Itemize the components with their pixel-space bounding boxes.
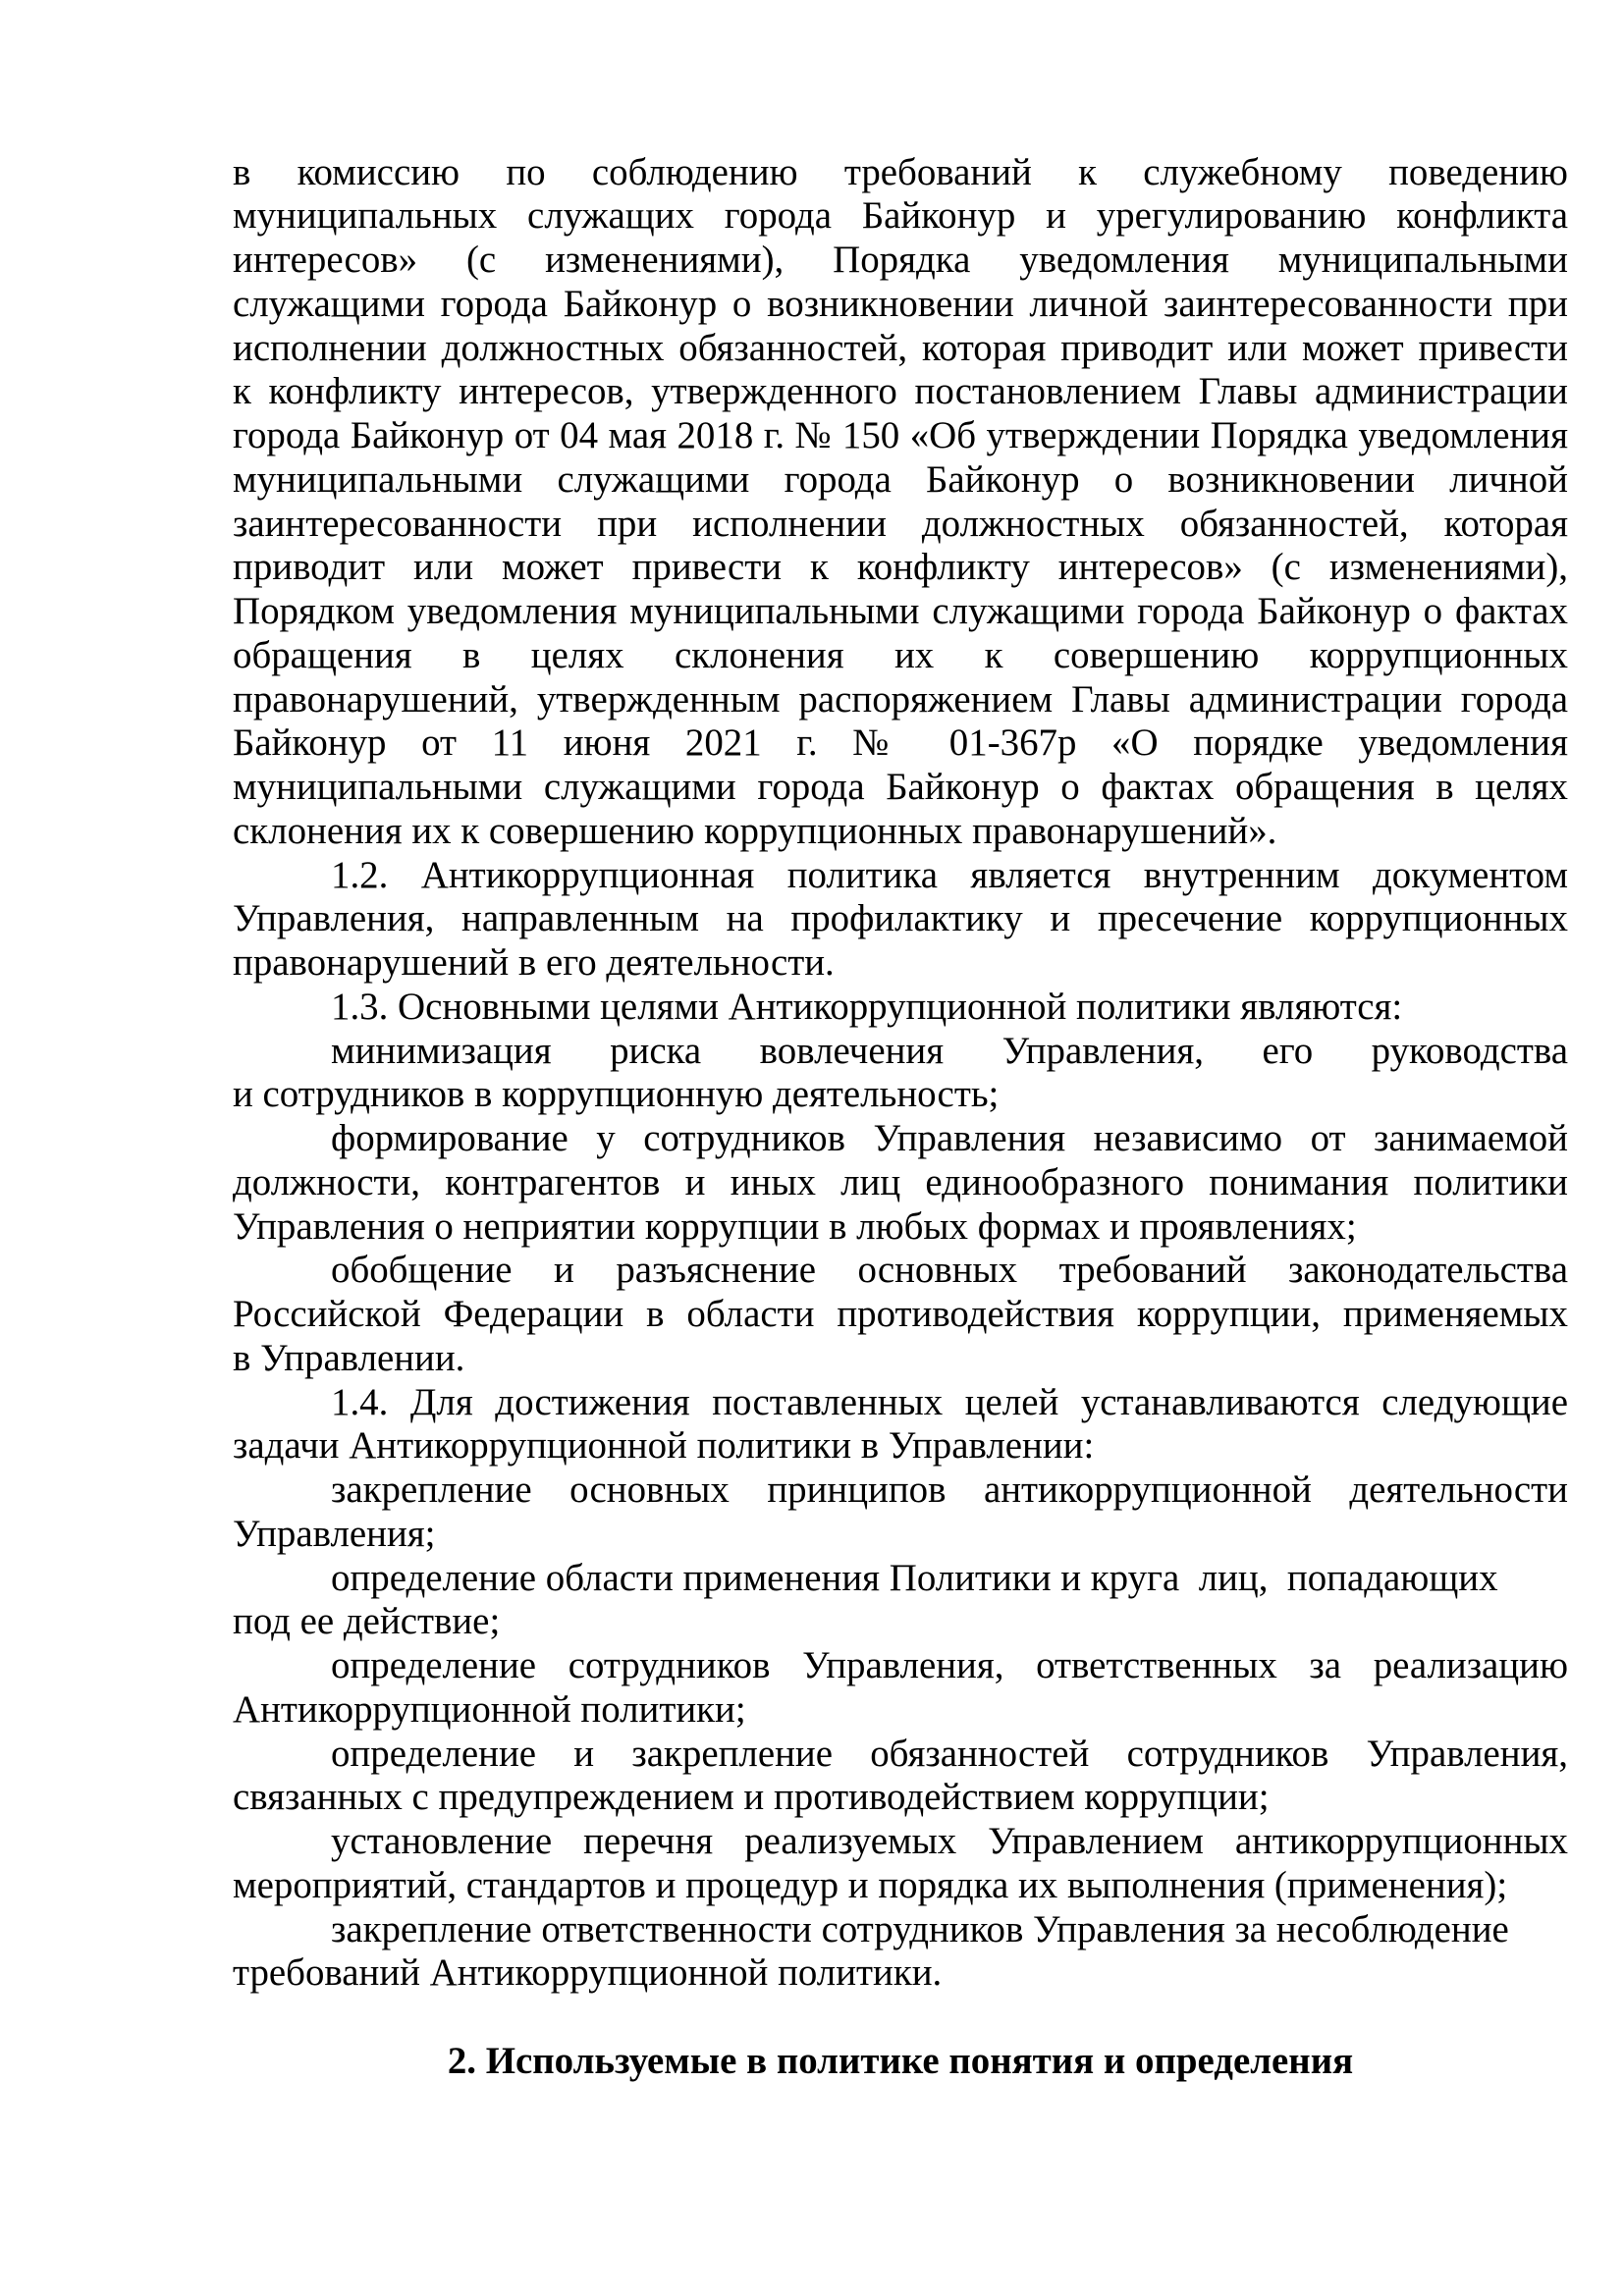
text-line: Управления о неприятии коррупции в любых формах и проявлениях; [233,1204,1357,1248]
text-line: Порядком уведомления муниципальными служащими города Байконур о фактах [233,590,1568,632]
text-line: муниципальными служащими города Байконур о возникновении личной [233,457,1568,501]
text-line: заинтересованности при исполнении должностных обязанностей, которая [233,502,1568,545]
text-line: и сотрудников в коррупционную деятельность; [233,1073,1000,1116]
list-item: закрепление основных принципов антикоррупционной деятельности [331,1468,1568,1511]
list-item: определение области применения Политики и круга лиц, попадающих [331,1556,1498,1599]
text-line: задачи Антикоррупционной политики в Управлении: [233,1424,1095,1468]
text-line: Антикоррупционной политики; [233,1687,746,1731]
text-line: связанных с предупреждением и противодействием коррупции; [233,1776,1270,1819]
text-line: приводит или может привести к конфликту интересов» (с изменениями), [233,546,1568,589]
text-line: под ее действие; [233,1600,501,1643]
text-line: к конфликту интересов, утвержденного постановлением Главы администрации [233,370,1568,413]
paragraph-1-4: 1.4. Для достижения поставленных целей устанавливаются следующие [331,1380,1568,1423]
text-line: Управления, направленным на профилактику и пресечение коррупционных [233,897,1568,940]
list-item: закрепление ответственности сотрудников Управления за несоблюдение [331,1907,1509,1950]
text-line: должности, контрагентов и иных лиц единообразного понимания политики [233,1160,1568,1203]
text-line: мероприятий, стандартов и процедур и порядка их выполнения (применения); [233,1863,1508,1906]
section-heading: 2. Используемые в политике понятия и определения [447,2039,1354,2082]
list-item: определение сотрудников Управления, ответственных за реализацию [331,1644,1568,1686]
text-line: интересов» (с изменениями), Порядка уведомления муниципальными [233,239,1568,281]
text-line: Байконур от 11 июня 2021 г. № 01-367р «О порядке уведомления [233,721,1568,765]
body-text [233,151,1568,1997]
list-item: определение и закрепление обязанностей сотрудников Управления, [331,1732,1568,1775]
text-line: обращения в целях склонения их к совершению коррупционных [233,633,1568,676]
list-item: минимизация риска вовлечения Управления, его руководства [331,1029,1568,1072]
text-line: в комиссию по соблюдению требований к служебному поведению [233,150,1568,193]
paragraph-1-2: 1.2. Антикоррупционная политика является внутренним документом [331,853,1568,896]
text-line: Российской Федерации в области противодействия коррупции, применяемых [233,1293,1568,1335]
text-line: склонения их к совершению коррупционных правонарушений». [233,809,1277,852]
list-item: установление перечня реализуемых Управлением антикоррупционных [331,1820,1568,1862]
text-line: Управления; [233,1512,436,1555]
text-line: муниципальных служащих города Байконур и урегулированию конфликта [233,194,1568,238]
text-line: требований Антикоррупционной политики. [233,1951,943,1995]
list-item: формирование у сотрудников Управления независимо от занимаемой [331,1117,1568,1159]
text-line: правонарушений, утвержденным распоряжением Главы администрации города [233,677,1568,721]
text-line: в Управлении. [233,1336,465,1379]
text-line: муниципальными служащими города Байконур о фактах обращения в целях [233,766,1568,808]
text-line: города Байконур от 04 мая 2018 г. № 150 «Об утверждении Порядка уведомления [233,414,1568,456]
paragraph-1-3: 1.3. Основными целями Антикоррупционной политики являются: [331,985,1403,1028]
text-line: правонарушений в его деятельности. [233,941,835,984]
text-line: служащими города Байконур о возникновении личной заинтересованности при [233,282,1568,325]
text-line: исполнении должностных обязанностей, которая приводит или может привести [233,326,1568,369]
list-item: обобщение и разъяснение основных требований законодательства [331,1249,1568,1292]
